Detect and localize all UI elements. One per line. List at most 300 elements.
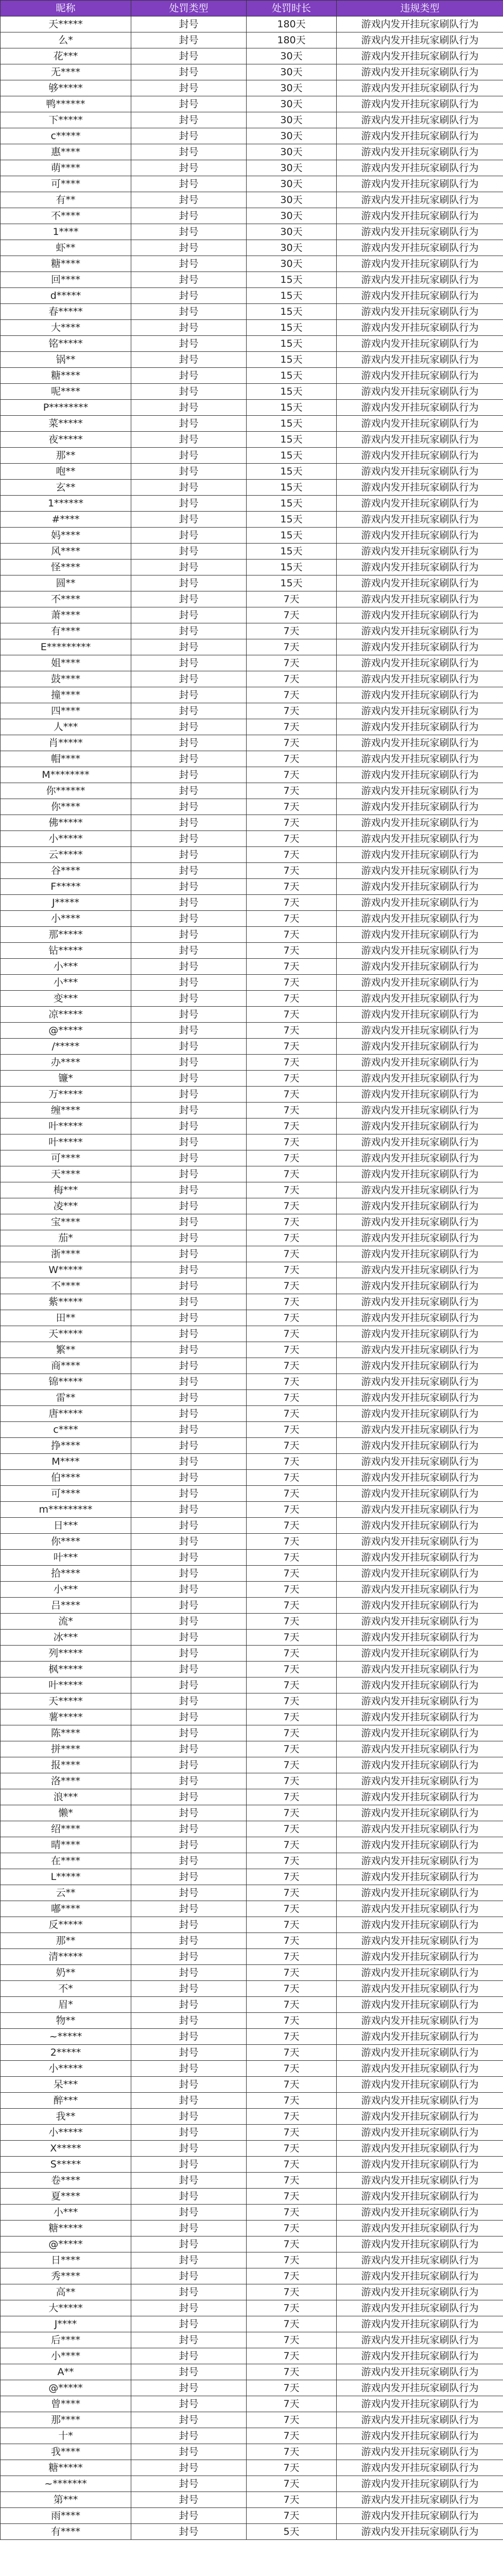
cell-nickname: 有**** <box>1 623 131 639</box>
cell-violation-type: 游戏内发开挂玩家刷队行为 <box>337 1166 503 1182</box>
cell-violation-type: 游戏内发开挂玩家刷队行为 <box>337 2045 503 2061</box>
table-row <box>1 799 503 815</box>
cell-violation-type: 游戏内发开挂玩家刷队行为 <box>337 1039 503 1055</box>
cell-penalty-duration: 7天 <box>247 2109 337 2125</box>
cell-penalty-type: 封号 <box>131 927 247 943</box>
cell-penalty-type: 封号 <box>131 2508 247 2524</box>
cell-nickname: 伯**** <box>1 1470 131 1486</box>
cell-nickname: 云** <box>1 1885 131 1901</box>
table-row <box>1 2189 503 2205</box>
cell-penalty-duration: 7天 <box>247 2236 337 2252</box>
table-row <box>1 1662 503 1677</box>
cell-penalty-type: 封号 <box>131 1438 247 1454</box>
cell-penalty-duration: 7天 <box>247 847 337 863</box>
cell-penalty-type: 封号 <box>131 2524 247 2540</box>
cell-penalty-type: 封号 <box>131 352 247 368</box>
cell-nickname: 2***** <box>1 2045 131 2061</box>
cell-violation-type: 游戏内发开挂玩家刷队行为 <box>337 623 503 639</box>
table-row <box>1 1741 503 1757</box>
table-row <box>1 2460 503 2476</box>
cell-penalty-duration: 7天 <box>247 767 337 783</box>
cell-penalty-duration: 7天 <box>247 671 337 687</box>
cell-penalty-type: 封号 <box>131 1422 247 1438</box>
cell-penalty-duration: 15天 <box>247 560 337 575</box>
cell-nickname: 那** <box>1 1933 131 1949</box>
table-row <box>1 607 503 623</box>
table-row <box>1 1166 503 1182</box>
cell-nickname: m********* <box>1 1502 131 1518</box>
table-row <box>1 32 503 48</box>
cell-penalty-duration: 15天 <box>247 512 337 528</box>
cell-nickname: 繁** <box>1 1342 131 1358</box>
cell-violation-type: 游戏内发开挂玩家刷队行为 <box>337 1662 503 1677</box>
cell-penalty-type: 封号 <box>131 1965 247 1981</box>
cell-nickname: 呆*** <box>1 2077 131 2093</box>
cell-penalty-duration: 7天 <box>247 1805 337 1821</box>
cell-penalty-type: 封号 <box>131 48 247 64</box>
cell-penalty-duration: 7天 <box>247 1326 337 1342</box>
cell-nickname: 花*** <box>1 48 131 64</box>
table-row <box>1 1486 503 1502</box>
cell-nickname: 紫***** <box>1 1294 131 1310</box>
cell-nickname: 你****** <box>1 783 131 799</box>
cell-penalty-type: 封号 <box>131 911 247 927</box>
cell-penalty-type: 封号 <box>131 671 247 687</box>
table-row <box>1 1071 503 1087</box>
cell-nickname: 日**** <box>1 2252 131 2268</box>
table-row <box>1 1438 503 1454</box>
cell-penalty-type: 封号 <box>131 16 247 32</box>
cell-nickname: 流* <box>1 1614 131 1630</box>
table-row <box>1 2221 503 2236</box>
cell-violation-type: 游戏内发开挂玩家刷队行为 <box>337 959 503 975</box>
cell-violation-type: 游戏内发开挂玩家刷队行为 <box>337 2316 503 2332</box>
cell-violation-type: 游戏内发开挂玩家刷队行为 <box>337 1374 503 1390</box>
cell-penalty-duration: 7天 <box>247 2013 337 2029</box>
cell-penalty-type: 封号 <box>131 2476 247 2492</box>
cell-nickname: X***** <box>1 2141 131 2157</box>
table-row <box>1 2157 503 2173</box>
table-row <box>1 1566 503 1582</box>
cell-nickname: 雨**** <box>1 2508 131 2524</box>
cell-nickname: 帽**** <box>1 751 131 767</box>
table-row <box>1 2013 503 2029</box>
cell-violation-type: 游戏内发开挂玩家刷队行为 <box>337 1630 503 1646</box>
cell-nickname: 天***** <box>1 1326 131 1342</box>
cell-nickname: L***** <box>1 1869 131 1885</box>
cell-penalty-type: 封号 <box>131 2268 247 2284</box>
cell-violation-type: 游戏内发开挂玩家刷队行为 <box>337 831 503 847</box>
table-row <box>1 1422 503 1438</box>
cell-nickname: 小*** <box>1 975 131 991</box>
table-row <box>1 1198 503 1214</box>
table-row <box>1 1773 503 1789</box>
cell-nickname: 有**** <box>1 2524 131 2540</box>
cell-penalty-duration: 7天 <box>247 1007 337 1023</box>
cell-violation-type: 游戏内发开挂玩家刷队行为 <box>337 2300 503 2316</box>
cell-violation-type: 游戏内发开挂玩家刷队行为 <box>337 927 503 943</box>
cell-nickname: 天**** <box>1 1166 131 1182</box>
cell-violation-type: 游戏内发开挂玩家刷队行为 <box>337 2221 503 2236</box>
cell-penalty-duration: 7天 <box>247 1582 337 1598</box>
cell-penalty-type: 封号 <box>131 2332 247 2348</box>
cell-violation-type: 游戏内发开挂玩家刷队行为 <box>337 1646 503 1662</box>
cell-penalty-duration: 30天 <box>247 224 337 240</box>
cell-penalty-type: 封号 <box>131 1118 247 1134</box>
cell-violation-type: 游戏内发开挂玩家刷队行为 <box>337 1869 503 1885</box>
cell-penalty-type: 封号 <box>131 2173 247 2189</box>
cell-penalty-type: 封号 <box>131 80 247 96</box>
cell-violation-type: 游戏内发开挂玩家刷队行为 <box>337 1709 503 1725</box>
cell-nickname: 铭***** <box>1 336 131 352</box>
cell-violation-type: 游戏内发开挂玩家刷队行为 <box>337 448 503 464</box>
table-header-row <box>1 1 503 16</box>
cell-violation-type: 游戏内发开挂玩家刷队行为 <box>337 2524 503 2540</box>
cell-nickname: M******** <box>1 767 131 783</box>
cell-penalty-duration: 7天 <box>247 1071 337 1087</box>
table-row <box>1 544 503 560</box>
cell-penalty-duration: 30天 <box>247 176 337 192</box>
cell-penalty-duration: 7天 <box>247 1821 337 1837</box>
cell-penalty-type: 封号 <box>131 991 247 1007</box>
cell-nickname: 可**** <box>1 1486 131 1502</box>
cell-nickname: 萧**** <box>1 607 131 623</box>
cell-penalty-type: 封号 <box>131 1917 247 1933</box>
cell-violation-type: 游戏内发开挂玩家刷队行为 <box>337 2492 503 2508</box>
table-row <box>1 815 503 831</box>
cell-nickname: 虾** <box>1 240 131 256</box>
cell-violation-type: 游戏内发开挂玩家刷队行为 <box>337 2157 503 2173</box>
cell-nickname: A** <box>1 2364 131 2380</box>
cell-violation-type: 游戏内发开挂玩家刷队行为 <box>337 512 503 528</box>
cell-nickname: 妈**** <box>1 528 131 544</box>
cell-violation-type: 游戏内发开挂玩家刷队行为 <box>337 1949 503 1965</box>
cell-penalty-duration: 7天 <box>247 1023 337 1039</box>
cell-penalty-duration: 30天 <box>247 96 337 112</box>
cell-nickname: 叶***** <box>1 1134 131 1150</box>
header-violation-type: 违规类型 <box>337 1 503 16</box>
cell-nickname: 绍**** <box>1 1821 131 1837</box>
cell-penalty-type: 封号 <box>131 528 247 544</box>
cell-nickname: 后**** <box>1 2332 131 2348</box>
cell-violation-type: 游戏内发开挂玩家刷队行为 <box>337 1917 503 1933</box>
cell-penalty-type: 封号 <box>131 847 247 863</box>
table-row <box>1 1023 503 1039</box>
cell-violation-type: 游戏内发开挂玩家刷队行为 <box>337 2061 503 2077</box>
cell-penalty-type: 封号 <box>131 2189 247 2205</box>
table-row <box>1 1709 503 1725</box>
cell-violation-type: 游戏内发开挂玩家刷队行为 <box>337 192 503 208</box>
table-row <box>1 1502 503 1518</box>
cell-penalty-type: 封号 <box>131 1869 247 1885</box>
cell-nickname: c**** <box>1 1422 131 1438</box>
table-row <box>1 2125 503 2141</box>
cell-penalty-duration: 7天 <box>247 1518 337 1534</box>
cell-nickname: 梅*** <box>1 1182 131 1198</box>
cell-nickname: 嘟**** <box>1 1901 131 1917</box>
cell-violation-type: 游戏内发开挂玩家刷队行为 <box>337 2476 503 2492</box>
cell-penalty-type: 封号 <box>131 2380 247 2396</box>
cell-penalty-duration: 7天 <box>247 1422 337 1438</box>
cell-penalty-type: 封号 <box>131 975 247 991</box>
cell-penalty-type: 封号 <box>131 655 247 671</box>
cell-penalty-duration: 30天 <box>247 256 337 272</box>
cell-violation-type: 游戏内发开挂玩家刷队行为 <box>337 719 503 735</box>
cell-penalty-duration: 7天 <box>247 2444 337 2460</box>
cell-nickname: 四**** <box>1 703 131 719</box>
cell-nickname: 不* <box>1 1981 131 1997</box>
cell-violation-type: 游戏内发开挂玩家刷队行为 <box>337 304 503 320</box>
table-row <box>1 671 503 687</box>
table-row <box>1 2173 503 2189</box>
cell-violation-type: 游戏内发开挂玩家刷队行为 <box>337 2252 503 2268</box>
cell-violation-type: 游戏内发开挂玩家刷队行为 <box>337 1805 503 1821</box>
cell-penalty-duration: 15天 <box>247 384 337 400</box>
cell-penalty-duration: 7天 <box>247 1757 337 1773</box>
cell-penalty-type: 封号 <box>131 2236 247 2252</box>
table-row <box>1 160 503 176</box>
cell-nickname: 肖***** <box>1 735 131 751</box>
table-row <box>1 2348 503 2364</box>
cell-penalty-type: 封号 <box>131 1150 247 1166</box>
cell-penalty-duration: 30天 <box>247 112 337 128</box>
cell-penalty-duration: 7天 <box>247 895 337 911</box>
table-row <box>1 288 503 304</box>
cell-violation-type: 游戏内发开挂玩家刷队行为 <box>337 1198 503 1214</box>
cell-violation-type: 游戏内发开挂玩家刷队行为 <box>337 2364 503 2380</box>
header-nickname: 昵称 <box>1 1 131 16</box>
cell-nickname: 你**** <box>1 1534 131 1550</box>
cell-penalty-duration: 7天 <box>247 1646 337 1662</box>
cell-penalty-type: 封号 <box>131 1039 247 1055</box>
cell-penalty-duration: 15天 <box>247 352 337 368</box>
cell-nickname: 不**** <box>1 1278 131 1294</box>
cell-penalty-type: 封号 <box>131 2077 247 2093</box>
cell-penalty-type: 封号 <box>131 1933 247 1949</box>
cell-penalty-type: 封号 <box>131 783 247 799</box>
cell-nickname: 清***** <box>1 1949 131 1965</box>
cell-nickname: /***** <box>1 1039 131 1055</box>
table-row <box>1 1230 503 1246</box>
cell-nickname: 洛**** <box>1 1773 131 1789</box>
cell-violation-type: 游戏内发开挂玩家刷队行为 <box>337 2508 503 2524</box>
table-row <box>1 2061 503 2077</box>
cell-violation-type: 游戏内发开挂玩家刷队行为 <box>337 975 503 991</box>
cell-penalty-duration: 7天 <box>247 751 337 767</box>
table-row <box>1 96 503 112</box>
cell-nickname: 不**** <box>1 208 131 224</box>
cell-penalty-type: 封号 <box>131 432 247 448</box>
cell-nickname: ~***** <box>1 2029 131 2045</box>
cell-penalty-duration: 7天 <box>247 1837 337 1853</box>
cell-penalty-duration: 7天 <box>247 1933 337 1949</box>
table-row <box>1 1933 503 1949</box>
cell-nickname: 在**** <box>1 1853 131 1869</box>
cell-nickname: 下***** <box>1 112 131 128</box>
cell-penalty-duration: 7天 <box>247 1630 337 1646</box>
table-row <box>1 1725 503 1741</box>
cell-penalty-type: 封号 <box>131 512 247 528</box>
cell-nickname: 惠**** <box>1 144 131 160</box>
cell-penalty-duration: 7天 <box>247 719 337 735</box>
cell-nickname: 可**** <box>1 1150 131 1166</box>
cell-penalty-duration: 7天 <box>247 2364 337 2380</box>
cell-nickname: F***** <box>1 879 131 895</box>
cell-nickname: 反***** <box>1 1917 131 1933</box>
cell-nickname: 变*** <box>1 991 131 1007</box>
table-row <box>1 224 503 240</box>
cell-penalty-duration: 7天 <box>247 1342 337 1358</box>
cell-violation-type: 游戏内发开挂玩家刷队行为 <box>337 464 503 480</box>
table-row <box>1 1582 503 1598</box>
cell-penalty-type: 封号 <box>131 1342 247 1358</box>
cell-nickname: E********* <box>1 639 131 655</box>
cell-violation-type: 游戏内发开挂玩家刷队行为 <box>337 1134 503 1150</box>
cell-penalty-type: 封号 <box>131 799 247 815</box>
cell-nickname: ~******* <box>1 2476 131 2492</box>
table-row <box>1 2364 503 2380</box>
cell-penalty-type: 封号 <box>131 879 247 895</box>
cell-penalty-type: 封号 <box>131 1582 247 1598</box>
cell-violation-type: 游戏内发开挂玩家刷队行为 <box>337 2205 503 2221</box>
cell-penalty-type: 封号 <box>131 560 247 575</box>
cell-penalty-duration: 7天 <box>247 1039 337 1055</box>
cell-nickname: 糖***** <box>1 2460 131 2476</box>
cell-nickname: 薯***** <box>1 1709 131 1725</box>
cell-nickname: 小**** <box>1 911 131 927</box>
cell-nickname: 雷** <box>1 1390 131 1406</box>
cell-violation-type: 游戏内发开挂玩家刷队行为 <box>337 2077 503 2093</box>
cell-penalty-duration: 15天 <box>247 272 337 288</box>
cell-penalty-type: 封号 <box>131 2157 247 2173</box>
cell-nickname: 姐**** <box>1 655 131 671</box>
cell-penalty-duration: 7天 <box>247 623 337 639</box>
table-row <box>1 1374 503 1390</box>
cell-penalty-type: 封号 <box>131 1853 247 1869</box>
cell-penalty-duration: 30天 <box>247 48 337 64</box>
table-row <box>1 927 503 943</box>
table-row <box>1 1262 503 1278</box>
cell-penalty-duration: 7天 <box>247 687 337 703</box>
cell-nickname: 小*** <box>1 1582 131 1598</box>
cell-penalty-type: 封号 <box>131 1566 247 1582</box>
cell-penalty-duration: 7天 <box>247 1486 337 1502</box>
cell-violation-type: 游戏内发开挂玩家刷队行为 <box>337 2189 503 2205</box>
table-row <box>1 2077 503 2093</box>
cell-violation-type: 游戏内发开挂玩家刷队行为 <box>337 176 503 192</box>
cell-nickname: 挣**** <box>1 1438 131 1454</box>
cell-penalty-duration: 7天 <box>247 2061 337 2077</box>
cell-nickname: 夜***** <box>1 432 131 448</box>
cell-nickname: 1****** <box>1 496 131 512</box>
cell-nickname: 小**** <box>1 2348 131 2364</box>
table-row <box>1 2268 503 2284</box>
cell-penalty-duration: 7天 <box>247 991 337 1007</box>
cell-penalty-type: 封号 <box>131 480 247 496</box>
cell-penalty-type: 封号 <box>131 1805 247 1821</box>
cell-penalty-type: 封号 <box>131 2125 247 2141</box>
cell-penalty-duration: 7天 <box>247 1550 337 1566</box>
cell-penalty-duration: 15天 <box>247 544 337 560</box>
cell-violation-type: 游戏内发开挂玩家刷队行为 <box>337 767 503 783</box>
cell-violation-type: 游戏内发开挂玩家刷队行为 <box>337 1454 503 1470</box>
cell-penalty-type: 封号 <box>131 224 247 240</box>
cell-nickname: 春***** <box>1 304 131 320</box>
cell-penalty-duration: 7天 <box>247 1262 337 1278</box>
cell-violation-type: 游戏内发开挂玩家刷队行为 <box>337 144 503 160</box>
cell-nickname: 可**** <box>1 176 131 192</box>
cell-penalty-duration: 15天 <box>247 336 337 352</box>
table-row <box>1 879 503 895</box>
table-row <box>1 1055 503 1071</box>
cell-violation-type: 游戏内发开挂玩家刷队行为 <box>337 1182 503 1198</box>
cell-violation-type: 游戏内发开挂玩家刷队行为 <box>337 687 503 703</box>
cell-penalty-type: 封号 <box>131 2348 247 2364</box>
cell-violation-type: 游戏内发开挂玩家刷队行为 <box>337 1310 503 1326</box>
cell-violation-type: 游戏内发开挂玩家刷队行为 <box>337 1118 503 1134</box>
cell-nickname: 茄* <box>1 1230 131 1246</box>
cell-nickname: 菜***** <box>1 416 131 432</box>
cell-penalty-type: 封号 <box>131 815 247 831</box>
cell-nickname: @***** <box>1 2236 131 2252</box>
cell-penalty-type: 封号 <box>131 1997 247 2013</box>
table-row <box>1 2396 503 2412</box>
cell-nickname: c***** <box>1 128 131 144</box>
cell-penalty-duration: 7天 <box>247 2045 337 2061</box>
table-row <box>1 2332 503 2348</box>
table-row <box>1 783 503 799</box>
cell-violation-type: 游戏内发开挂玩家刷队行为 <box>337 2348 503 2364</box>
cell-violation-type: 游戏内发开挂玩家刷队行为 <box>337 2013 503 2029</box>
table-row <box>1 991 503 1007</box>
table-row <box>1 560 503 575</box>
cell-violation-type: 游戏内发开挂玩家刷队行为 <box>337 1853 503 1869</box>
cell-penalty-duration: 7天 <box>247 2332 337 2348</box>
cell-nickname: 拼**** <box>1 1741 131 1757</box>
table-row <box>1 1821 503 1837</box>
cell-penalty-duration: 7天 <box>247 1917 337 1933</box>
cell-penalty-type: 封号 <box>131 2444 247 2460</box>
cell-penalty-type: 封号 <box>131 1358 247 1374</box>
cell-violation-type: 游戏内发开挂玩家刷队行为 <box>337 1677 503 1693</box>
cell-nickname: 陈**** <box>1 1725 131 1741</box>
cell-violation-type: 游戏内发开挂玩家刷队行为 <box>337 1614 503 1630</box>
table-row <box>1 1598 503 1614</box>
table-row <box>1 2205 503 2221</box>
table-row <box>1 400 503 416</box>
cell-nickname: 鼓**** <box>1 671 131 687</box>
cell-nickname: 田** <box>1 1310 131 1326</box>
cell-violation-type: 游戏内发开挂玩家刷队行为 <box>337 655 503 671</box>
table-row <box>1 512 503 528</box>
cell-nickname: 咆** <box>1 464 131 480</box>
cell-penalty-duration: 7天 <box>247 1901 337 1917</box>
cell-penalty-duration: 7天 <box>247 2460 337 2476</box>
table-row <box>1 2412 503 2428</box>
cell-nickname: 那** <box>1 448 131 464</box>
table-row <box>1 2380 503 2396</box>
cell-penalty-duration: 7天 <box>247 2300 337 2316</box>
cell-penalty-duration: 30天 <box>247 208 337 224</box>
cell-nickname: 小*** <box>1 959 131 975</box>
cell-nickname: 缠**** <box>1 1103 131 1118</box>
cell-violation-type: 游戏内发开挂玩家刷队行为 <box>337 1901 503 1917</box>
cell-nickname: 卷**** <box>1 2173 131 2189</box>
cell-penalty-type: 封号 <box>131 607 247 623</box>
cell-nickname: 锦***** <box>1 1374 131 1390</box>
cell-violation-type: 游戏内发开挂玩家刷队行为 <box>337 1278 503 1294</box>
cell-penalty-duration: 7天 <box>247 1725 337 1741</box>
